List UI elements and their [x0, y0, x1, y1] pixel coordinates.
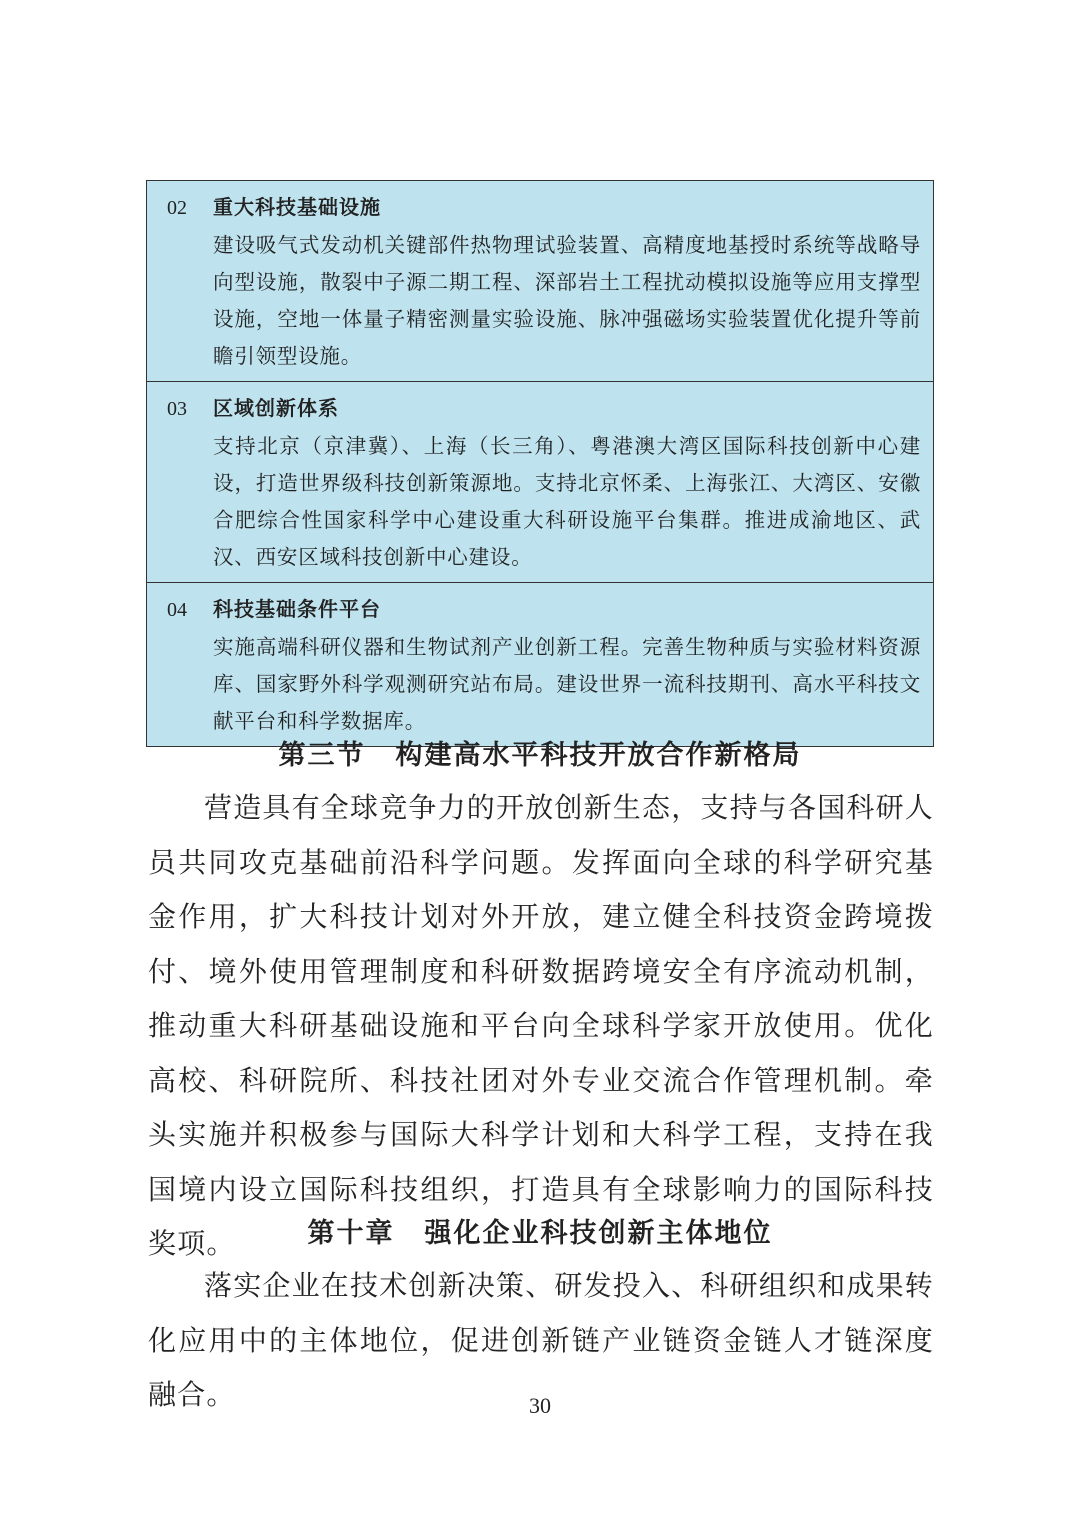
row-number: 03 [167, 398, 187, 420]
table-row [147, 583, 933, 746]
section-label: 第三节 [278, 740, 366, 771]
row-title: 区域创新体系 [213, 396, 339, 420]
page-number: 30 [529, 1393, 551, 1418]
row-body: 建设吸气式发动机关键部件热物理试验装置、高精度地基授时系统等战略导向型设施，散裂中子源二期工程、深部岩土工程扰动模拟设施等应用支撑型设施，空地一体量子精密测量实验设施、脉冲强磁场实验装置优化提升等前瞻引领型设施。 [213, 233, 921, 368]
row-number: 02 [167, 197, 187, 219]
row-number: 04 [167, 599, 187, 621]
row-body: 支持北京（京津冀）、上海（长三角）、粤港澳大湾区国际科技创新中心建设，打造世界级科技创新策源地。支持北京怀柔、上海张江、大湾区、安徽合肥综合性国家科学中心建设重大科研设施平台集群。推进成渝地区、武汉、西安区域科技创新中心建设。 [213, 434, 921, 569]
section-title: 构建高水平科技开放合作新格局 [395, 740, 802, 771]
section-paragraph: 营造具有全球竞争力的开放创新生态，支持与各国科研人员共同攻克基础前沿科学问题。发挥面向全球的科学研究基金作用，扩大科技计划对外开放，建立健全科技资金跨境拨付、境外使用管理制度和科研数据跨境安全有序流动机制，推动重大科研基础设施和平台向全球科学家开放使用。优化高校、科研院所、科技社团对外专业交流合作管理机制。牵头实施并积极参与国际大科学计划和大科学工程，支持在我国境内设立国际科技组织，打造具有全球影响力的国际科技奖项。 [148, 791, 935, 1260]
section-heading [0, 733, 1080, 772]
chapter-title: 强化企业科技创新主体地位 [424, 1218, 773, 1249]
table-row [147, 382, 933, 583]
row-title: 重大科技基础设施 [213, 195, 381, 219]
chapter-label: 第十章 [307, 1218, 395, 1249]
chapter-heading [0, 1211, 1080, 1250]
table-row [147, 181, 933, 382]
key-projects-box [146, 180, 934, 747]
row-body: 实施高端科研仪器和生物试剂产业创新工程。完善生物种质与实验材料资源库、国家野外科学观测研究站布局。建设世界一流科技期刊、高水平科技文献平台和科学数据库。 [213, 635, 921, 733]
row-title: 科技基础条件平台 [213, 597, 381, 621]
chapter-paragraph: 落实企业在技术创新决策、研发投入、科研组织和成果转化应用中的主体地位，促进创新链产业链资金链人才链深度融合。 [148, 1269, 935, 1411]
